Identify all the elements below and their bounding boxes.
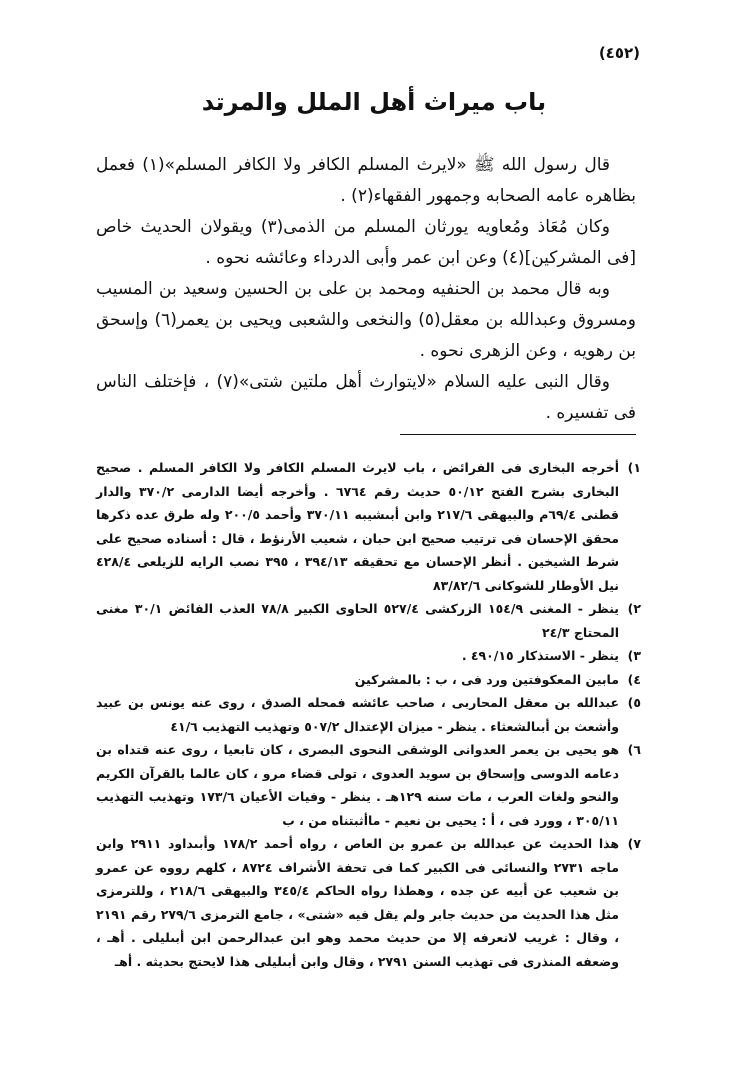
footnote-text: هذا الحديث عن عبدالله بن عمرو بن العاص ، رواه أحمد ١٧٨/٢ وأبىداود ٢٩١١ وابن ماجه ٢٧٣١ والنسائى فى الكبير كما فى تحفة الأشراف ٨٧٢٤ ، كلهم رووه عن عمرو بن شعيب عن أبيه عن جده ، وهطذا رواه الحاكم ٣٤٥/٤ والبيهقى ٢١٨/٦ ، وللترمزى مثل هذا الحديث من حديث جابر ولم يقل فيه «شتى» ، جامع الترمزى ٢٧٩/٦ رقم ٢١٩١ ، وقال : غريب لانعرفه إلا من حديث محمد وهو ابن عبدالرحمن ابن أبىليلى . أهـ ، وضعفه المنذرى فى تهذيب السنن ٢٧٩١ ، وقال وابن أبىليلى هذا لايحتج بحديثه . أهـ <box>96 836 619 969</box>
footnote <box>96 832 641 973</box>
paragraph: وبه قال محمد بن الحنفيه ومحمد بن على بن الحسين وسعيد بن المسيب ومسروق وعبدالله بن معقل(٥) والنخعى والشعبى ويحيى بن يعمر(٦) وإسحق بن رهويه ، وعن الزهرى نحوه . <box>96 279 636 361</box>
footnote-number: ٢) <box>627 601 641 616</box>
footnote-number: ٧) <box>627 836 641 851</box>
footnote-text: عبدالله بن معقل المحاربى ، صاحب عائشه فمحله الصدق ، روى عنه يونس بن عبيد وأشعث بن أبىالشعثاء . ينظر - ميزان الإعتدال ٥٠٧/٢ وتهذيب التهذيب ٤١/٦ <box>96 695 619 734</box>
page-number: (٤٥٢) <box>598 44 640 62</box>
footnote-text: مابين المعكوفتين ورد فى ، ب : بالمشركين <box>354 671 619 687</box>
footnote-text: ينظر - المغنى ١٥٤/٩ الزركشى ٥٢٧/٤ الحاوى الكبير ٧٨/٨ العذب الفائض ٣٠/١ مغنى المحتاج ٢٤/٣ <box>96 601 620 640</box>
footnotes <box>96 456 641 973</box>
footnote <box>96 456 641 597</box>
footnote <box>96 668 641 692</box>
footnote-separator <box>400 434 636 435</box>
main-text <box>96 150 636 429</box>
footnote-number: ٣) <box>627 648 641 663</box>
paragraph: قال رسول الله ﷺ «لايرث المسلم الكافر ولا الكافر المسلم»(١) فعمل بظاهره عامه الصحابه وجمهور الفقهاء(٢) . <box>96 155 636 206</box>
footnote-number: ٥) <box>627 695 641 710</box>
footnote <box>96 738 641 832</box>
footnote-text: هو يحيى بن يعمر العدوانى الوشقى النحوى البصرى ، كان تابعيا ، روى عنه قتداه بن دعامه الدوسى وإسحاق بن سويد العدوى ، تولى قضاء مرو ، كان عالما بالقرآن الكريم والنحو ولغات العرب ، مات سنه ١٢٩هـ . ينظر - وفيات الأعيان ١٧٣/٦ وتهذيب التهذيب ٣٠٥/١١ ، وورد فى ، أ : يحيى بن نعيم - ماأثبتناه من ، ب <box>96 742 620 828</box>
footnote <box>96 691 641 738</box>
footnote <box>96 644 641 668</box>
footnote-number: ١) <box>627 460 641 475</box>
chapter-title: باب ميراث أهل الملل والمرتد <box>201 88 547 116</box>
footnote <box>96 597 641 644</box>
footnote-text: ينظر - الاستذكار ٤٩٠/١٥ . <box>461 648 619 663</box>
footnote-number: ٦) <box>627 742 641 757</box>
paragraph: وقال النبى عليه السلام «لايتوارث أهل ملتين شتى»(٧) ، فإختلف الناس فى تفسيره . <box>96 372 636 423</box>
footnote-number: ٤) <box>627 671 641 687</box>
paragraph: وكان مُعَاذ ومُعاويه يورثان المسلم من الذمى(٣) ويقولان الحديث خاص [فى المشركين](٤) وعن ابن عمر وأبى الدرداء وعائشه نحوه . <box>96 217 636 268</box>
footnote-text: أخرجه البخارى فى الفرائض ، باب لايرث المسلم الكافر ولا الكافر المسلم . صحيح البخارى بشرح الفتح ٥٠/١٢ حديث رقم ٦٧٦٤ . وأخرجه أيضا الدارمى ٣٧٠/٢ والدار قطنى ٦٩/٤م والبيهقى ٢١٧/٦ وابن أبىشيبه ٣٧٠/١١ وأحمد ٢٠٠/٥ وله طرق عده ذكرها محقق الإحسان فى ترتيب صحيح ابن حبان ، شعيب الأرنؤط ، قال : أسناده صحيح على شرط الشيخين . أنظر الإحسان مع تحقيقه ٣٩٤/١٣ ، ٣٩٥ نصب الرايه للزيلعى ٤٢٨/٤ نيل الأوطار للشوكانى ٨٣/٨٢/٦ <box>96 460 619 593</box>
